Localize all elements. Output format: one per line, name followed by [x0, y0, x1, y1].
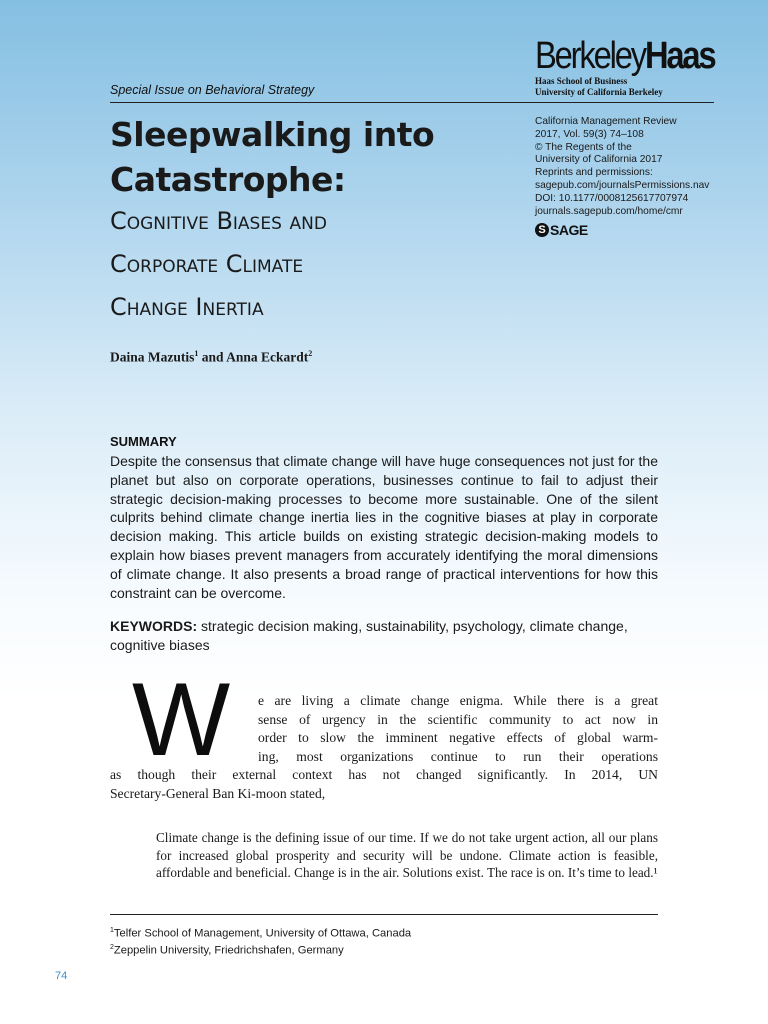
footnote-1-number: 1 — [110, 927, 114, 934]
intro-paragraph — [110, 692, 658, 804]
intro-line-5: as though their external context has not changed significantly. In 2014, UN — [110, 767, 658, 783]
author-1-affiliation: 1 — [194, 349, 199, 358]
footnote-2-number: 2 — [110, 944, 114, 952]
title-line-1: Sleepwalking into — [110, 115, 435, 154]
sage-logo — [535, 222, 588, 238]
logo-wordmark-light: Berkeley — [535, 35, 645, 77]
footnote-2 — [110, 941, 411, 958]
subtitle-line-2: Corporate Climate — [110, 250, 304, 278]
drop-cap: W — [132, 662, 225, 778]
author-2: Anna Eckardt — [226, 349, 309, 365]
pubinfo-journal: California Management Review — [535, 116, 677, 127]
pubinfo-doi[interactable]: DOI: 10.1177/0008125617707974 — [535, 192, 689, 204]
article-title — [110, 112, 510, 202]
pubinfo-journal-link[interactable]: journals.sagepub.com/home/cmr — [535, 205, 683, 217]
summary-heading: SUMMARY — [110, 434, 177, 449]
logo-school: Haas School of Business — [535, 76, 628, 86]
sage-text: SAGE — [550, 222, 588, 238]
intro-line-3: order to slow the imminent negative effects of global warm- — [258, 730, 658, 746]
footnote-1 — [110, 924, 411, 941]
summary-text: Despite the consensus that climate change will have huge consequences not just for the planet but also on corporate operations, businesses continue to fail to adjust their strategic decision-making processes to become more sustainable. One of the silent culprits behind climate change inertia lies in the cognitive biases at play in corporate decision making. This article builds on existing strategic decision-making models to explain how biases prevent managers from accurately identifying the moral dimensions of climate change. It also presents a broad range of practical interventions for how this constraint can be overcome. — [110, 453, 658, 601]
intro-line-4: ing, most organizations continue to run their operations — [258, 748, 658, 764]
special-issue-label: Special Issue on Behavioral Strategy — [110, 83, 315, 97]
subtitle-line-3: Change Inertia — [110, 293, 264, 321]
intro-line-6: Secretary-General Ban Ki-moon stated, — [110, 785, 326, 801]
logo-university: University of California Berkeley — [535, 87, 663, 97]
footnote-2-text: Zeppelin University, Friedrichshafen, Germany — [113, 944, 344, 957]
keywords-label: KEYWORDS: — [110, 618, 198, 634]
authors-joiner: and — [198, 349, 227, 365]
subtitle-line-1: Cognitive Biases and — [110, 207, 327, 235]
sage-s-icon: S — [535, 223, 549, 237]
article-subtitle — [110, 200, 490, 329]
header-rule — [110, 102, 714, 103]
pubinfo-reprints: Reprints and permissions: — [535, 167, 653, 179]
intro-line-2: sense of urgency in the scientific community to act now in — [258, 711, 658, 727]
block-quote: Climate change is the defining issue of our time. If we do not take urgent action, all our plans for increased global prosperity and security will be undone. Climate action is feasible, affordable and beneficial. Change is in the air. Solutions exist. The race is on. It’s time to lead.¹ — [156, 830, 658, 880]
footnote-1-text: Telfer School of Management, University of Ottawa, Canada — [113, 927, 412, 940]
keywords — [110, 617, 658, 655]
authors — [110, 349, 312, 366]
keywords-text: strategic decision making, sustainability, psychology, climate change, cognitive biases — [110, 618, 628, 653]
footnote-rule — [110, 914, 658, 915]
pubinfo-volume: 2017, Vol. 59(3) 74–108 — [535, 128, 644, 140]
pubinfo-copyright: © The Regents of the — [535, 141, 632, 153]
berkeley-haas-logo — [535, 36, 715, 98]
logo-wordmark — [535, 35, 715, 77]
pubinfo-copyright-holder: University of California 2017 — [535, 154, 663, 166]
footnotes — [110, 924, 411, 958]
title-line-2: Catastrophe: — [110, 160, 346, 199]
author-1: Daina Mazutis — [110, 349, 195, 365]
author-2-affiliation: 2 — [308, 349, 313, 358]
pubinfo-reprints-link[interactable]: sagepub.com/journalsPermissions.nav — [535, 179, 710, 191]
logo-wordmark-bold: Haas — [644, 35, 715, 77]
intro-line-1: e are living a climate change enigma. While there is a great — [258, 693, 658, 708]
page-number: 74 — [55, 970, 68, 982]
publication-info — [535, 116, 725, 218]
